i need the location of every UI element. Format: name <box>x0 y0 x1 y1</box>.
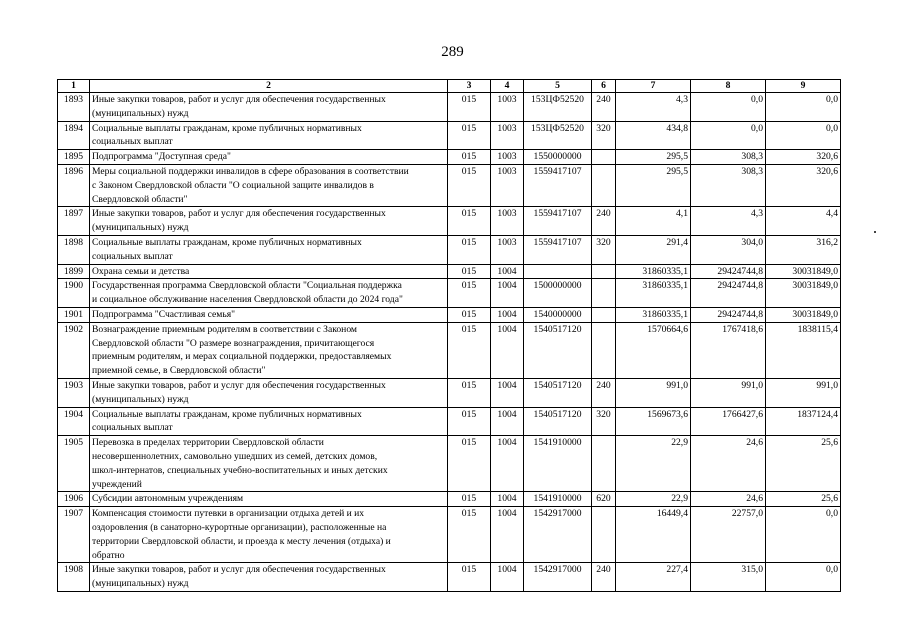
amount-year2-cell: 0,0 <box>691 121 766 150</box>
amount-year2-cell: 0,0 <box>691 93 766 122</box>
amount-year3-cell: 1838115,4 <box>766 322 841 378</box>
section-code-cell: 1004 <box>491 563 524 592</box>
header-cell: 3 <box>448 80 491 93</box>
amount-year3-cell: 0,0 <box>766 93 841 122</box>
description-line: приемной семье, в Свердловской области" <box>92 365 266 377</box>
row-number-cell: 1906 <box>58 492 90 507</box>
section-code-cell: 1004 <box>491 378 524 407</box>
table-row <box>58 322 841 378</box>
row-number-cell: 1903 <box>58 378 90 407</box>
amount-year2-cell: 24,6 <box>691 492 766 507</box>
section-code-cell: 1004 <box>491 264 524 279</box>
expense-type-cell <box>592 164 616 206</box>
row-number-cell: 1896 <box>58 164 90 206</box>
row-number-cell: 1902 <box>58 322 90 378</box>
description-line: Иные закупки товаров, работ и услуг для обеспечения государственных <box>92 379 386 391</box>
amount-year2-cell: 1766427,6 <box>691 407 766 436</box>
amount-year3-cell: 316,2 <box>766 235 841 264</box>
ministry-code-cell: 015 <box>448 322 491 378</box>
description-cell <box>90 150 448 165</box>
amount-year3-cell: 1837124,4 <box>766 407 841 436</box>
description-line: Государственная программа Свердловской области "Социальная поддержка <box>92 280 402 292</box>
description-cell <box>90 279 448 308</box>
expense-type-cell: 320 <box>592 121 616 150</box>
table-row <box>58 235 841 264</box>
row-number-cell: 1901 <box>58 307 90 322</box>
ministry-code-cell: 015 <box>448 307 491 322</box>
description-line: Социальные выплаты гражданам, кроме публичных нормативных <box>92 236 362 248</box>
target-code-cell: 1541910000 <box>524 492 592 507</box>
table-row <box>58 164 841 206</box>
header-row <box>58 80 841 93</box>
header-cell: 1 <box>58 80 90 93</box>
description-line: (муниципальных) нужд <box>92 393 189 405</box>
description-line: Компенсация стоимости путевки в организации отдыха детей и их <box>92 508 365 520</box>
amount-year3-cell: 0,0 <box>766 563 841 592</box>
amount-year3-cell: 320,6 <box>766 164 841 206</box>
description-line: Охрана семьи и детства <box>92 265 190 277</box>
target-code-cell: 1540517120 <box>524 378 592 407</box>
section-code-cell: 1004 <box>491 322 524 378</box>
description-line: Подпрограмма "Доступная среда" <box>92 151 231 163</box>
amount-year1-cell: 4,1 <box>616 207 691 236</box>
description-line: социальных выплат <box>92 250 173 262</box>
target-code-cell: 1559417107 <box>524 235 592 264</box>
description-line: (муниципальных) нужд <box>92 222 189 234</box>
target-code-cell: 1540000000 <box>524 307 592 322</box>
description-line: (муниципальных) нужд <box>92 578 189 590</box>
section-code-cell: 1004 <box>491 436 524 492</box>
amount-year3-cell: 30031849,0 <box>766 307 841 322</box>
amount-year3-cell: 25,6 <box>766 492 841 507</box>
description-cell <box>90 93 448 122</box>
header-cell: 7 <box>616 80 691 93</box>
target-code-cell: 1541910000 <box>524 436 592 492</box>
description-cell <box>90 121 448 150</box>
section-code-cell: 1004 <box>491 492 524 507</box>
amount-year3-cell: 4,4 <box>766 207 841 236</box>
description-cell <box>90 307 448 322</box>
expense-type-cell: 240 <box>592 378 616 407</box>
section-code-cell: 1003 <box>491 93 524 122</box>
amount-year3-cell: 30031849,0 <box>766 264 841 279</box>
expense-type-cell: 620 <box>592 492 616 507</box>
header-cell: 9 <box>766 80 841 93</box>
description-cell <box>90 322 448 378</box>
amount-year2-cell: 991,0 <box>691 378 766 407</box>
description-line: оздоровления (в санаторно-курортные организации), расположенные на <box>92 521 387 533</box>
ministry-code-cell: 015 <box>448 492 491 507</box>
description-cell <box>90 407 448 436</box>
ministry-code-cell: 015 <box>448 279 491 308</box>
amount-year2-cell: 4,3 <box>691 207 766 236</box>
table-row <box>58 279 841 308</box>
amount-year1-cell: 22,9 <box>616 436 691 492</box>
section-code-cell: 1004 <box>491 307 524 322</box>
target-code-cell: 1540517120 <box>524 407 592 436</box>
header-cell: 4 <box>491 80 524 93</box>
description-line: обратно <box>92 549 125 561</box>
amount-year2-cell: 315,0 <box>691 563 766 592</box>
description-line: Иные закупки товаров, работ и услуг для обеспечения государственных <box>92 208 386 220</box>
target-code-cell: 153ЦФ52520 <box>524 93 592 122</box>
description-line: школ-интернатов, специальных учебно-воспитательных и иных детских <box>92 464 388 476</box>
expense-type-cell <box>592 436 616 492</box>
row-number-cell: 1895 <box>58 150 90 165</box>
target-code-cell <box>524 264 592 279</box>
row-number-cell: 1908 <box>58 563 90 592</box>
target-code-cell: 1559417107 <box>524 164 592 206</box>
amount-year3-cell: 25,6 <box>766 436 841 492</box>
amount-year2-cell: 29424744,8 <box>691 264 766 279</box>
row-number-cell: 1900 <box>58 279 90 308</box>
amount-year2-cell: 24,6 <box>691 436 766 492</box>
row-number-cell: 1898 <box>58 235 90 264</box>
amount-year3-cell: 30031849,0 <box>766 279 841 308</box>
table-row <box>58 492 841 507</box>
description-cell <box>90 507 448 563</box>
section-code-cell: 1004 <box>491 507 524 563</box>
amount-year2-cell: 304,0 <box>691 235 766 264</box>
section-code-cell: 1004 <box>491 279 524 308</box>
description-line: Свердловской области "О размере вознаграждения, причитающегося <box>92 337 375 349</box>
description-line: Вознаграждение приемным родителям в соответствии с Законом <box>92 323 358 335</box>
ministry-code-cell: 015 <box>448 93 491 122</box>
target-code-cell: 1550000000 <box>524 150 592 165</box>
ministry-code-cell: 015 <box>448 407 491 436</box>
page-number: 289 <box>441 44 464 60</box>
amount-year1-cell: 295,5 <box>616 150 691 165</box>
description-line: социальных выплат <box>92 422 173 434</box>
amount-year1-cell: 22,9 <box>616 492 691 507</box>
ministry-code-cell: 015 <box>448 264 491 279</box>
ministry-code-cell: 015 <box>448 150 491 165</box>
expense-type-cell <box>592 307 616 322</box>
target-code-cell: 1542917000 <box>524 507 592 563</box>
ministry-code-cell: 015 <box>448 164 491 206</box>
amount-year1-cell: 4,3 <box>616 93 691 122</box>
description-cell <box>90 264 448 279</box>
description-line: Субсидии автономным учреждениям <box>92 493 244 505</box>
description-cell <box>90 378 448 407</box>
expense-type-cell <box>592 507 616 563</box>
section-code-cell: 1004 <box>491 407 524 436</box>
table-row <box>58 436 841 492</box>
description-line: Социальные выплаты гражданам, кроме публичных нормативных <box>92 122 362 134</box>
description-cell <box>90 563 448 592</box>
description-line: территории Свердловской области, и проезда к месту лечения (отдыха) и <box>92 535 391 547</box>
stray-mark <box>874 231 876 233</box>
table-row <box>58 264 841 279</box>
expense-type-cell: 320 <box>592 235 616 264</box>
description-line: Иные закупки товаров, работ и услуг для обеспечения государственных <box>92 564 386 576</box>
description-line: и социальное обслуживание населения Свердловской области до 2024 года" <box>92 294 403 306</box>
expense-type-cell: 240 <box>592 207 616 236</box>
amount-year2-cell: 308,3 <box>691 164 766 206</box>
description-line: Свердловской области" <box>92 193 188 205</box>
row-number-cell: 1905 <box>58 436 90 492</box>
amount-year2-cell: 29424744,8 <box>691 279 766 308</box>
target-code-cell: 1540517120 <box>524 322 592 378</box>
amount-year1-cell: 1570664,6 <box>616 322 691 378</box>
description-line: с Законом Свердловской области "О социальной защите инвалидов в <box>92 179 374 191</box>
table-row <box>58 378 841 407</box>
description-line: учреждений <box>92 478 142 490</box>
amount-year1-cell: 31860335,1 <box>616 307 691 322</box>
section-code-cell: 1003 <box>491 121 524 150</box>
description-line: Перевозка в пределах территории Свердловской области <box>92 437 324 449</box>
amount-year1-cell: 295,5 <box>616 164 691 206</box>
header-cell: 2 <box>90 80 448 93</box>
header-cell: 8 <box>691 80 766 93</box>
description-line: социальных выплат <box>92 136 173 148</box>
description-cell <box>90 207 448 236</box>
amount-year3-cell: 0,0 <box>766 121 841 150</box>
table-row <box>58 150 841 165</box>
description-line: (муниципальных) нужд <box>92 107 189 119</box>
target-code-cell: 1559417107 <box>524 207 592 236</box>
expense-type-cell: 240 <box>592 93 616 122</box>
amount-year1-cell: 31860335,1 <box>616 264 691 279</box>
amount-year1-cell: 31860335,1 <box>616 279 691 308</box>
ministry-code-cell: 015 <box>448 207 491 236</box>
table-row <box>58 307 841 322</box>
description-cell <box>90 436 448 492</box>
description-line: Подпрограмма "Счастливая семья" <box>92 308 236 320</box>
amount-year1-cell: 434,8 <box>616 121 691 150</box>
description-line: несовершеннолетних, самовольно ушедших из семей, детских домов, <box>92 450 378 462</box>
row-number-cell: 1897 <box>58 207 90 236</box>
description-cell <box>90 492 448 507</box>
expense-type-cell <box>592 322 616 378</box>
table-body <box>58 93 841 592</box>
amount-year2-cell: 22757,0 <box>691 507 766 563</box>
description-line: Меры социальной поддержки инвалидов в сфере образования в соответствии <box>92 165 409 177</box>
amount-year3-cell: 0,0 <box>766 507 841 563</box>
amount-year3-cell: 320,6 <box>766 150 841 165</box>
amount-year1-cell: 291,4 <box>616 235 691 264</box>
table-row <box>58 407 841 436</box>
section-code-cell: 1003 <box>491 164 524 206</box>
table-row <box>58 121 841 150</box>
amount-year2-cell: 1767418,6 <box>691 322 766 378</box>
amount-year1-cell: 16449,4 <box>616 507 691 563</box>
target-code-cell: 1500000000 <box>524 279 592 308</box>
ministry-code-cell: 015 <box>448 563 491 592</box>
row-number-cell: 1894 <box>58 121 90 150</box>
expense-type-cell: 240 <box>592 563 616 592</box>
amount-year1-cell: 991,0 <box>616 378 691 407</box>
ministry-code-cell: 015 <box>448 436 491 492</box>
description-cell <box>90 164 448 206</box>
target-code-cell: 153ЦФ52520 <box>524 121 592 150</box>
amount-year1-cell: 1569673,6 <box>616 407 691 436</box>
description-line: Иные закупки товаров, работ и услуг для обеспечения государственных <box>92 94 386 105</box>
section-code-cell: 1003 <box>491 150 524 165</box>
row-number-cell: 1893 <box>58 93 90 122</box>
ministry-code-cell: 015 <box>448 378 491 407</box>
target-code-cell: 1542917000 <box>524 563 592 592</box>
budget-table <box>57 79 841 592</box>
table-row <box>58 93 841 122</box>
amount-year3-cell: 991,0 <box>766 378 841 407</box>
header-cell: 6 <box>592 80 616 93</box>
ministry-code-cell: 015 <box>448 121 491 150</box>
expense-type-cell: 320 <box>592 407 616 436</box>
amount-year1-cell: 227,4 <box>616 563 691 592</box>
description-line: Социальные выплаты гражданам, кроме публичных нормативных <box>92 408 362 420</box>
description-line: приемным родителям, и мерах социальной поддержки, предоставляемых <box>92 351 392 363</box>
table-row <box>58 207 841 236</box>
table-row <box>58 507 841 563</box>
section-code-cell: 1003 <box>491 235 524 264</box>
expense-type-cell <box>592 150 616 165</box>
row-number-cell: 1904 <box>58 407 90 436</box>
description-cell <box>90 235 448 264</box>
header-cell: 5 <box>524 80 592 93</box>
ministry-code-cell: 015 <box>448 235 491 264</box>
table-row <box>58 563 841 592</box>
amount-year2-cell: 29424744,8 <box>691 307 766 322</box>
expense-type-cell <box>592 264 616 279</box>
row-number-cell: 1907 <box>58 507 90 563</box>
amount-year2-cell: 308,3 <box>691 150 766 165</box>
row-number-cell: 1899 <box>58 264 90 279</box>
section-code-cell: 1003 <box>491 207 524 236</box>
ministry-code-cell: 015 <box>448 507 491 563</box>
expense-type-cell <box>592 279 616 308</box>
